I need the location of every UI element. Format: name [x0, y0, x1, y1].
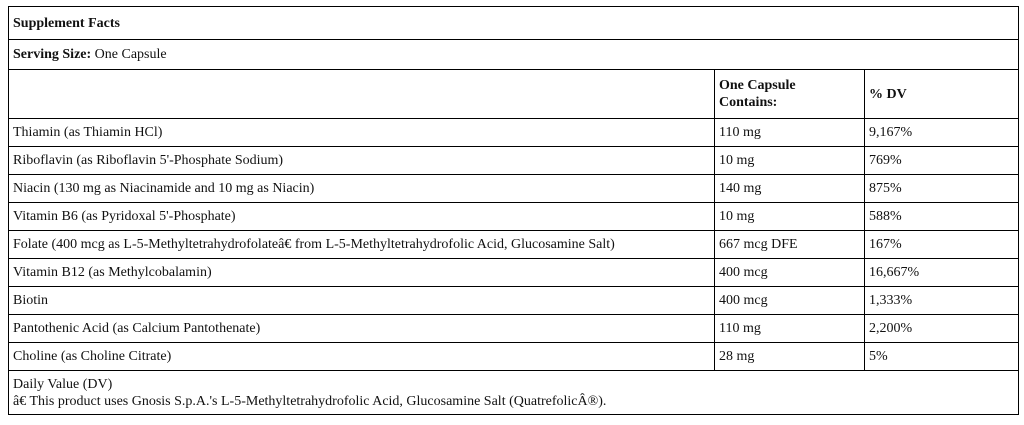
table-row	[9, 315, 1019, 343]
nutrient-name-cell: Folate (400 mcg as L-5-Methyltetrahydrofolateâ€ from L-5-Methyltetrahydrofolic Acid, Glucosamine Salt)	[9, 231, 715, 259]
serving-size-label: Serving Size:	[13, 47, 92, 62]
supplement-facts-table	[8, 6, 1019, 415]
table-row	[9, 343, 1019, 371]
amount-cell: 140 mg	[715, 175, 865, 203]
footnote-cell	[9, 371, 1019, 415]
quatrefolic-footnote: â€ This product uses Gnosis S.p.A.'s L-5-Methyltetrahydrofolic Acid, Glucosamine Salt (QuatrefolicÂ®).	[13, 393, 607, 409]
serving-size-cell	[9, 40, 1019, 70]
table-row	[9, 287, 1019, 315]
amount-header-cell	[715, 70, 865, 119]
nutrient-header-cell	[9, 70, 715, 119]
nutrient-name-cell: Vitamin B12 (as Methylcobalamin)	[9, 259, 715, 287]
nutrient-name-cell: Choline (as Choline Citrate)	[9, 343, 715, 371]
dv-cell: 9,167%	[865, 119, 1019, 147]
amount-cell: 667 mcg DFE	[715, 231, 865, 259]
dv-cell: 16,667%	[865, 259, 1019, 287]
dv-cell: 167%	[865, 231, 1019, 259]
dv-header-cell: % DV	[865, 70, 1019, 119]
dv-cell: 769%	[865, 147, 1019, 175]
nutrient-name-cell: Thiamin (as Thiamin HCl)	[9, 119, 715, 147]
nutrient-name-cell: Vitamin B6 (as Pyridoxal 5'-Phosphate)	[9, 203, 715, 231]
amount-cell: 10 mg	[715, 203, 865, 231]
table-row	[9, 119, 1019, 147]
amount-cell: 110 mg	[715, 315, 865, 343]
footer-row	[9, 371, 1019, 415]
table-row	[9, 175, 1019, 203]
amount-cell: 400 mcg	[715, 287, 865, 315]
amount-header-line2: Contains:	[719, 95, 778, 110]
serving-size-row	[9, 40, 1019, 70]
dv-cell: 2,200%	[865, 315, 1019, 343]
amount-cell: 28 mg	[715, 343, 865, 371]
table-title: Supplement Facts	[9, 7, 1019, 40]
table-row	[9, 231, 1019, 259]
dv-cell: 588%	[865, 203, 1019, 231]
dv-cell: 5%	[865, 343, 1019, 371]
title-row	[9, 7, 1019, 40]
dv-cell: 875%	[865, 175, 1019, 203]
table-row	[9, 203, 1019, 231]
nutrient-name-cell: Biotin	[9, 287, 715, 315]
amount-header-line1: One Capsule	[719, 78, 796, 93]
amount-cell: 10 mg	[715, 147, 865, 175]
dv-cell: 1,333%	[865, 287, 1019, 315]
table-row	[9, 259, 1019, 287]
table-row	[9, 147, 1019, 175]
serving-size-value: One Capsule	[94, 47, 167, 62]
amount-cell: 400 mcg	[715, 259, 865, 287]
amount-cell: 110 mg	[715, 119, 865, 147]
daily-value-note: Daily Value (DV)	[13, 376, 113, 392]
column-header-row	[9, 70, 1019, 119]
nutrient-name-cell: Pantothenic Acid (as Calcium Pantothenate)	[9, 315, 715, 343]
nutrient-name-cell: Niacin (130 mg as Niacinamide and 10 mg as Niacin)	[9, 175, 715, 203]
nutrient-name-cell: Riboflavin (as Riboflavin 5'-Phosphate Sodium)	[9, 147, 715, 175]
